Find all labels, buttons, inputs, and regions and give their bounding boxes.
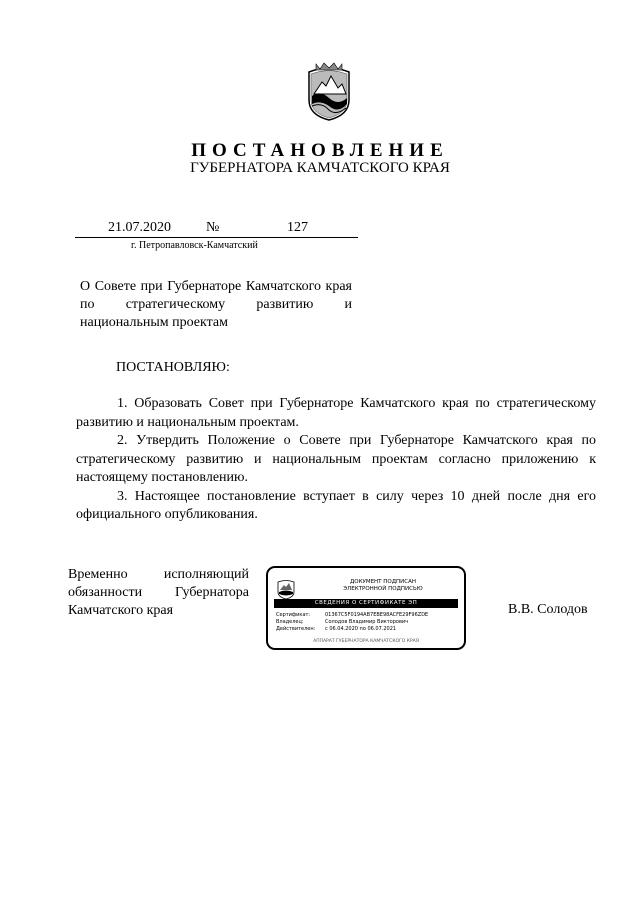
decree-item: 2. Утвердить Положение о Совете при Губернаторе Камчатского края по стратегическому развитию и национальным проектам согласно приложению к настоящему постановлению. (76, 433, 596, 485)
stamp-emblem-icon (276, 578, 296, 600)
stamp-details (276, 612, 428, 633)
electronic-signature-stamp (266, 566, 466, 650)
signer-line: Камчатского края (68, 603, 174, 618)
coat-of-arms-emblem (304, 60, 354, 122)
signer-line: Временно исполняющий (68, 567, 249, 582)
decree-item: 3. Настоящее постановление вступает в силу через 10 дней после дня его официального опубликования. (76, 488, 596, 522)
stamp-certificate-bar: СВЕДЕНИЯ О СЕРТИФИКАТЕ ЭП (274, 599, 458, 608)
signer-position (68, 566, 249, 620)
stamp-row-owner: Владелец: Солодов Владимир Викторович (276, 619, 409, 625)
decree-item: 1. Образовать Совет при Губернаторе Камчатского края по стратегическому развитию и национальным проектам. (76, 396, 596, 430)
document-date: 21.07.2020 (108, 220, 171, 235)
stamp-footer: АППАРАТ ГУБЕРНАТОРА КАМЧАТСКОГО КРАЯ (313, 639, 419, 644)
document-subject: О Совете при Губернаторе Камчатского края по стратегическому развитию и национальным проектам (80, 279, 352, 330)
stamp-header: ДОКУМЕНТ ПОДПИСАН ЭЛЕКТРОННОЙ ПОДПИСЬЮ (343, 579, 423, 592)
decree-word: ПОСТАНОВЛЯЮ: (116, 360, 230, 375)
document-subtitle: ГУБЕРНАТОРА КАМЧАТСКОГО КРАЯ (190, 160, 450, 176)
date-underline (75, 237, 358, 238)
decree-items (76, 395, 596, 525)
document-title: ПОСТАНОВЛЕНИЕ (191, 140, 449, 161)
document-number: 127 (287, 220, 308, 235)
number-sign: № (206, 220, 220, 235)
signer-name: В.В. Солодов (508, 602, 588, 617)
document-city: г. Петропавловск-Камчатский (131, 240, 258, 251)
stamp-row-certificate: Сертификат: 01367C5F0194AB7EBE98ACFE29F96ZDE (276, 612, 429, 618)
stamp-row-validity: Действителен: с 06.04.2020 по 06.07.2021 (276, 626, 397, 632)
signer-line: обязанности Губернатора (68, 585, 249, 600)
